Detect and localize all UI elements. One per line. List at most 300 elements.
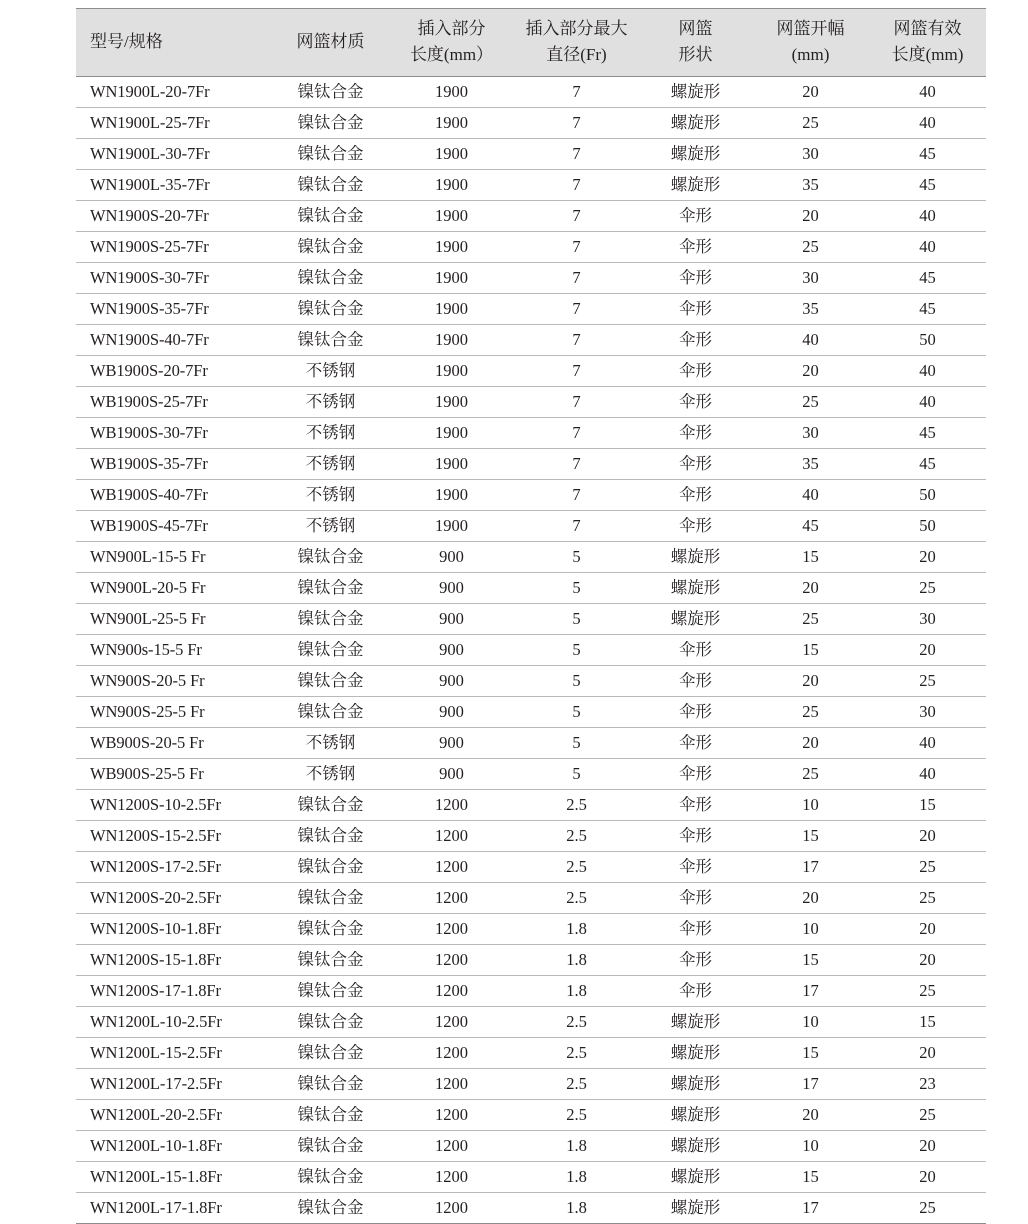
cell-model: WN1900L-20-7Fr [76, 77, 272, 108]
table-cell: 20 [869, 1162, 986, 1193]
table-cell: 螺旋形 [639, 1131, 752, 1162]
table-cell: 30 [752, 139, 869, 170]
table-cell: 5 [514, 728, 639, 759]
table-cell: 不锈钢 [272, 511, 389, 542]
table-cell: 螺旋形 [639, 170, 752, 201]
table-row [76, 356, 986, 387]
table-cell: 45 [869, 294, 986, 325]
table-cell: 螺旋形 [639, 604, 752, 635]
table-row [76, 883, 986, 914]
table-cell: 伞形 [639, 759, 752, 790]
table-row [76, 511, 986, 542]
table-cell: 15 [752, 635, 869, 666]
table-row [76, 325, 986, 356]
table-cell: 1.8 [514, 1131, 639, 1162]
table-cell: 25 [869, 1193, 986, 1224]
table-row [76, 1193, 986, 1224]
table-cell: 40 [869, 77, 986, 108]
table-cell: 伞形 [639, 945, 752, 976]
cell-model: WB1900S-20-7Fr [76, 356, 272, 387]
table-row [76, 1069, 986, 1100]
cell-model: WN1900L-25-7Fr [76, 108, 272, 139]
table-cell: 25 [752, 108, 869, 139]
cell-model: WN1200L-17-1.8Fr [76, 1193, 272, 1224]
table-cell: 镍钛合金 [272, 1069, 389, 1100]
table-cell: 镍钛合金 [272, 666, 389, 697]
table-cell: 5 [514, 635, 639, 666]
cell-model: WB900S-20-5 Fr [76, 728, 272, 759]
table-cell: 螺旋形 [639, 139, 752, 170]
table-cell: 镍钛合金 [272, 77, 389, 108]
table-cell: 螺旋形 [639, 108, 752, 139]
table-cell: 镍钛合金 [272, 325, 389, 356]
cell-model: WB900S-25-5 Fr [76, 759, 272, 790]
column-header-3 [514, 9, 639, 77]
table-row [76, 263, 986, 294]
table-cell: 1200 [389, 1069, 514, 1100]
table-cell: 伞形 [639, 325, 752, 356]
table-cell: 2.5 [514, 1100, 639, 1131]
table-cell: 40 [869, 728, 986, 759]
cell-model: WN1200S-10-1.8Fr [76, 914, 272, 945]
table-cell: 5 [514, 573, 639, 604]
table-cell: 25 [752, 232, 869, 263]
table-cell: 1900 [389, 263, 514, 294]
table-cell: 1900 [389, 418, 514, 449]
table-cell: 7 [514, 201, 639, 232]
column-header-2 [389, 9, 514, 77]
table-row [76, 170, 986, 201]
table-cell: 镍钛合金 [272, 1131, 389, 1162]
table-cell: 镍钛合金 [272, 790, 389, 821]
column-header-4 [639, 9, 752, 77]
table-cell: 伞形 [639, 666, 752, 697]
table-cell: 1.8 [514, 945, 639, 976]
table-cell: 2.5 [514, 1007, 639, 1038]
table-cell: 螺旋形 [639, 1038, 752, 1069]
table-cell: 7 [514, 387, 639, 418]
specification-table [76, 8, 986, 1224]
table-cell: 5 [514, 759, 639, 790]
table-cell: 20 [869, 914, 986, 945]
table-cell: 7 [514, 170, 639, 201]
table-cell: 1900 [389, 108, 514, 139]
column-header-line: 网篮 [678, 19, 713, 38]
cell-model: WN1200L-20-2.5Fr [76, 1100, 272, 1131]
table-cell: 1200 [389, 1162, 514, 1193]
table-cell: 7 [514, 449, 639, 480]
table-cell: 35 [752, 170, 869, 201]
table-row [76, 728, 986, 759]
table-cell: 1.8 [514, 976, 639, 1007]
cell-model: WN1900S-35-7Fr [76, 294, 272, 325]
table-cell: 镍钛合金 [272, 914, 389, 945]
table-cell: 镍钛合金 [272, 263, 389, 294]
table-cell: 1200 [389, 976, 514, 1007]
table-cell: 伞形 [639, 294, 752, 325]
table-cell: 7 [514, 77, 639, 108]
table-cell: 1200 [389, 1100, 514, 1131]
column-header-line: 插入部分 [417, 19, 486, 38]
column-header-line: 网篮有效 [893, 19, 962, 38]
table-cell: 45 [752, 511, 869, 542]
table-cell: 20 [752, 728, 869, 759]
table-cell: 螺旋形 [639, 1162, 752, 1193]
table-cell: 镍钛合金 [272, 1193, 389, 1224]
table-row [76, 1038, 986, 1069]
table-cell: 17 [752, 852, 869, 883]
table-cell: 25 [869, 852, 986, 883]
column-header-0 [76, 9, 272, 77]
table-cell: 2.5 [514, 883, 639, 914]
table-cell: 伞形 [639, 790, 752, 821]
cell-model: WN1200L-15-2.5Fr [76, 1038, 272, 1069]
table-cell: 15 [752, 1162, 869, 1193]
table-cell: 10 [752, 1007, 869, 1038]
table-cell: 伞形 [639, 914, 752, 945]
table-cell: 7 [514, 325, 639, 356]
table-cell: 2.5 [514, 852, 639, 883]
column-header-line: 网篮开幅 [776, 19, 845, 38]
table-cell: 900 [389, 759, 514, 790]
table-cell: 2.5 [514, 821, 639, 852]
table-cell: 5 [514, 604, 639, 635]
table-cell: 螺旋形 [639, 1100, 752, 1131]
table-row [76, 914, 986, 945]
cell-model: WB1900S-30-7Fr [76, 418, 272, 449]
table-cell: 25 [752, 697, 869, 728]
table-cell: 1200 [389, 1131, 514, 1162]
table-cell: 17 [752, 1193, 869, 1224]
table-cell: 镍钛合金 [272, 1162, 389, 1193]
table-cell: 镍钛合金 [272, 201, 389, 232]
table-cell: 20 [869, 542, 986, 573]
cell-model: WB1900S-35-7Fr [76, 449, 272, 480]
table-cell: 1900 [389, 139, 514, 170]
table-cell: 40 [752, 480, 869, 511]
table-row [76, 108, 986, 139]
table-row [76, 821, 986, 852]
table-cell: 20 [752, 883, 869, 914]
table-cell: 不锈钢 [272, 387, 389, 418]
table-cell: 1900 [389, 449, 514, 480]
table-cell: 900 [389, 728, 514, 759]
table-row [76, 418, 986, 449]
table-cell: 1200 [389, 790, 514, 821]
table-cell: 10 [752, 1131, 869, 1162]
table-cell: 镍钛合金 [272, 232, 389, 263]
table-cell: 45 [869, 263, 986, 294]
cell-model: WN900L-15-5 Fr [76, 542, 272, 573]
table-cell: 20 [752, 666, 869, 697]
table-cell: 伞形 [639, 418, 752, 449]
cell-model: WN900L-20-5 Fr [76, 573, 272, 604]
table-cell: 1.8 [514, 914, 639, 945]
table-cell: 伞形 [639, 356, 752, 387]
table-cell: 25 [752, 387, 869, 418]
table-cell: 50 [869, 325, 986, 356]
column-header-5 [752, 9, 869, 77]
table-cell: 1200 [389, 945, 514, 976]
table-cell: 25 [869, 666, 986, 697]
table-cell: 螺旋形 [639, 1069, 752, 1100]
table-cell: 伞形 [639, 387, 752, 418]
table-cell: 30 [752, 263, 869, 294]
table-cell: 螺旋形 [639, 1193, 752, 1224]
table-cell: 45 [869, 449, 986, 480]
table-header [76, 9, 986, 77]
table-cell: 20 [752, 77, 869, 108]
table-cell: 45 [869, 170, 986, 201]
table-cell: 15 [752, 945, 869, 976]
table-cell: 30 [869, 604, 986, 635]
cell-model: WN1200S-17-2.5Fr [76, 852, 272, 883]
table-row [76, 1162, 986, 1193]
table-cell: 不锈钢 [272, 418, 389, 449]
table-cell: 不锈钢 [272, 449, 389, 480]
table-cell: 25 [869, 976, 986, 1007]
table-cell: 伞形 [639, 883, 752, 914]
table-cell: 23 [869, 1069, 986, 1100]
table-cell: 1200 [389, 883, 514, 914]
cell-model: WN1900S-20-7Fr [76, 201, 272, 232]
table-cell: 1200 [389, 821, 514, 852]
table-cell: 45 [869, 139, 986, 170]
table-cell: 1200 [389, 1193, 514, 1224]
column-header-line: 型号/规格 [90, 32, 163, 51]
table-cell: 900 [389, 635, 514, 666]
table-cell: 镍钛合金 [272, 852, 389, 883]
table-cell: 17 [752, 976, 869, 1007]
table-cell: 1.8 [514, 1162, 639, 1193]
table-row [76, 542, 986, 573]
table-cell: 30 [752, 418, 869, 449]
table-row [76, 1131, 986, 1162]
table-row [76, 666, 986, 697]
table-cell: 1900 [389, 325, 514, 356]
table-cell: 10 [752, 790, 869, 821]
table-cell: 15 [752, 542, 869, 573]
table-cell: 7 [514, 480, 639, 511]
table-cell: 20 [869, 945, 986, 976]
table-row [76, 1100, 986, 1131]
table-cell: 1200 [389, 1038, 514, 1069]
table-row [76, 201, 986, 232]
table-row [76, 77, 986, 108]
cell-model: WN1200S-15-1.8Fr [76, 945, 272, 976]
table-cell: 2.5 [514, 1038, 639, 1069]
table-cell: 镍钛合金 [272, 542, 389, 573]
table-cell: 镍钛合金 [272, 573, 389, 604]
table-cell: 镍钛合金 [272, 139, 389, 170]
column-header-line: 形状 [678, 45, 713, 64]
table-cell: 镍钛合金 [272, 294, 389, 325]
cell-model: WN1200S-10-2.5Fr [76, 790, 272, 821]
table-cell: 40 [752, 325, 869, 356]
table-cell: 不锈钢 [272, 728, 389, 759]
table-cell: 40 [869, 108, 986, 139]
table-cell: 1200 [389, 852, 514, 883]
cell-model: WN1200S-20-2.5Fr [76, 883, 272, 914]
table-cell: 900 [389, 666, 514, 697]
table-cell: 不锈钢 [272, 480, 389, 511]
table-cell: 20 [869, 1038, 986, 1069]
table-cell: 10 [752, 914, 869, 945]
cell-model: WN1900L-30-7Fr [76, 139, 272, 170]
table-cell: 25 [752, 759, 869, 790]
table-row [76, 387, 986, 418]
table-cell: 900 [389, 573, 514, 604]
table-cell: 40 [869, 356, 986, 387]
table-row [76, 635, 986, 666]
table-cell: 7 [514, 356, 639, 387]
table-cell: 镍钛合金 [272, 945, 389, 976]
table-cell: 15 [869, 1007, 986, 1038]
table-cell: 7 [514, 139, 639, 170]
cell-model: WN1200L-10-2.5Fr [76, 1007, 272, 1038]
table-cell: 45 [869, 418, 986, 449]
table-cell: 7 [514, 418, 639, 449]
table-row [76, 759, 986, 790]
table-row [76, 139, 986, 170]
table-cell: 50 [869, 480, 986, 511]
table-cell: 1200 [389, 1007, 514, 1038]
cell-model: WN900S-25-5 Fr [76, 697, 272, 728]
table-cell: 镍钛合金 [272, 1007, 389, 1038]
table-header-row [76, 9, 986, 77]
table-row [76, 449, 986, 480]
table-cell: 900 [389, 697, 514, 728]
table-cell: 15 [869, 790, 986, 821]
table-cell: 25 [752, 604, 869, 635]
table-cell: 20 [869, 635, 986, 666]
table-cell: 17 [752, 1069, 869, 1100]
table-cell: 50 [869, 511, 986, 542]
table-cell: 伞形 [639, 511, 752, 542]
table-cell: 900 [389, 604, 514, 635]
cell-model: WN1900S-25-7Fr [76, 232, 272, 263]
cell-model: WN1200S-17-1.8Fr [76, 976, 272, 1007]
table-cell: 1900 [389, 77, 514, 108]
table-cell: 15 [752, 1038, 869, 1069]
table-cell: 1200 [389, 914, 514, 945]
column-header-line: 网篮材质 [296, 32, 365, 51]
table-row [76, 604, 986, 635]
table-cell: 螺旋形 [639, 573, 752, 604]
table-cell: 7 [514, 232, 639, 263]
table-cell: 20 [869, 1131, 986, 1162]
cell-model: WN1900S-30-7Fr [76, 263, 272, 294]
table-row [76, 480, 986, 511]
column-header-line: 直径(Fr) [546, 45, 607, 64]
table-cell: 伞形 [639, 232, 752, 263]
table-cell: 7 [514, 263, 639, 294]
cell-model: WB1900S-45-7Fr [76, 511, 272, 542]
cell-model: WN900S-20-5 Fr [76, 666, 272, 697]
table-cell: 25 [869, 883, 986, 914]
table-row [76, 573, 986, 604]
cell-model: WN1200S-15-2.5Fr [76, 821, 272, 852]
table-cell: 伞形 [639, 635, 752, 666]
table-cell: 镍钛合金 [272, 108, 389, 139]
cell-model: WN1900L-35-7Fr [76, 170, 272, 201]
table-cell: 30 [869, 697, 986, 728]
column-header-line: 插入部分最大 [525, 19, 628, 38]
table-row [76, 852, 986, 883]
column-header-line: (mm) [791, 45, 830, 64]
table-cell: 25 [869, 1100, 986, 1131]
table-cell: 1900 [389, 387, 514, 418]
table-cell: 螺旋形 [639, 77, 752, 108]
cell-model: WN1900S-40-7Fr [76, 325, 272, 356]
cell-model: WN900s-15-5 Fr [76, 635, 272, 666]
table-row [76, 232, 986, 263]
table-cell: 20 [752, 201, 869, 232]
table-cell: 2.5 [514, 790, 639, 821]
table-cell: 镍钛合金 [272, 697, 389, 728]
table-cell: 7 [514, 511, 639, 542]
table-cell: 1.8 [514, 1193, 639, 1224]
cell-model: WN1200L-10-1.8Fr [76, 1131, 272, 1162]
table-cell: 伞形 [639, 821, 752, 852]
table-cell: 不锈钢 [272, 356, 389, 387]
table-cell: 20 [752, 1100, 869, 1131]
table-cell: 1900 [389, 511, 514, 542]
table-row [76, 790, 986, 821]
table-cell: 7 [514, 294, 639, 325]
cell-model: WB1900S-25-7Fr [76, 387, 272, 418]
table-cell: 伞形 [639, 697, 752, 728]
table-cell: 1900 [389, 356, 514, 387]
table-row [76, 697, 986, 728]
table-cell: 20 [752, 356, 869, 387]
table-cell: 镍钛合金 [272, 821, 389, 852]
table-cell: 40 [869, 387, 986, 418]
table-cell: 镍钛合金 [272, 1100, 389, 1131]
table-cell: 伞形 [639, 728, 752, 759]
table-cell: 不锈钢 [272, 759, 389, 790]
table-cell: 5 [514, 666, 639, 697]
table-cell: 25 [869, 573, 986, 604]
table-cell: 1900 [389, 232, 514, 263]
table-cell: 伞形 [639, 480, 752, 511]
table-cell: 20 [869, 821, 986, 852]
table-cell: 螺旋形 [639, 542, 752, 573]
table-cell: 2.5 [514, 1069, 639, 1100]
table-row [76, 1007, 986, 1038]
table-cell: 1900 [389, 201, 514, 232]
table-row [76, 945, 986, 976]
table-cell: 40 [869, 232, 986, 263]
table-cell: 镍钛合金 [272, 170, 389, 201]
table-row [76, 294, 986, 325]
table-cell: 5 [514, 697, 639, 728]
table-cell: 伞形 [639, 976, 752, 1007]
table-cell: 伞形 [639, 852, 752, 883]
table-cell: 伞形 [639, 449, 752, 480]
table-cell: 伞形 [639, 263, 752, 294]
table-cell: 40 [869, 759, 986, 790]
table-cell: 1900 [389, 170, 514, 201]
table-cell: 镍钛合金 [272, 604, 389, 635]
table-cell: 镍钛合金 [272, 976, 389, 1007]
cell-model: WN1200L-15-1.8Fr [76, 1162, 272, 1193]
table-cell: 1900 [389, 480, 514, 511]
table-cell: 镍钛合金 [272, 635, 389, 666]
column-header-1 [272, 9, 389, 77]
table-cell: 20 [752, 573, 869, 604]
table-cell: 螺旋形 [639, 1007, 752, 1038]
